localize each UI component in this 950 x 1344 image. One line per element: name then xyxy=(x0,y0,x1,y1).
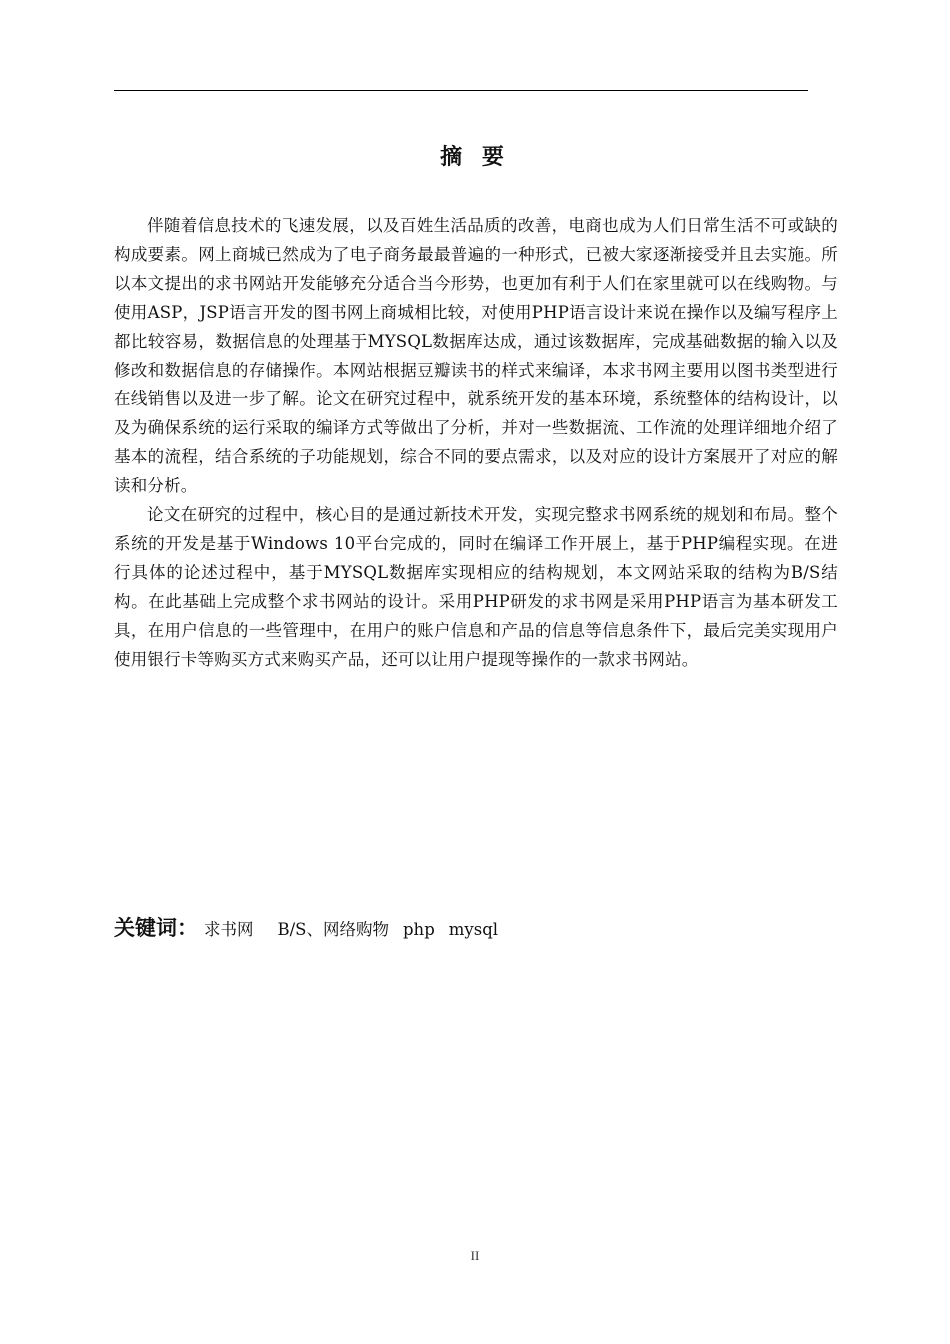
keywords-label: 关键词 xyxy=(114,916,177,940)
page-title: 摘 要 xyxy=(440,145,510,170)
page-number: II xyxy=(470,1248,480,1263)
keywords-line xyxy=(114,912,838,942)
keyword-item: 求书网 xyxy=(204,920,254,939)
keyword-item: mysql xyxy=(448,920,499,939)
abstract-paragraph-2: 论文在研究的过程中，核心目的是通过新技术开发，实现完整求书网系统的规划和布局。整个系统的开发是基于Windows 10平台完成的，同时在编译工作开展上，基于PHP编程实现。在进行具体的论述过程中，基于MYSQL数据库实现相应的结构规划，本文网站采取的结构为B/S结构。在此基础上完成整个求书网站的设计。采用PHP研发的求书网是采用PHP语言为基本研发工具，在用户信息的一些管理中，在用户的账户信息和产品的信息等信息条件下，最后完美实现用户使用银行卡等购买方式来购买产品，还可以让用户提现等操作的一款求书网站。 xyxy=(114,505,838,669)
abstract-paragraph-1: 伴随着信息技术的飞速发展，以及百姓生活品质的改善，电商也成为人们日常生活不可或缺的构成要素。网上商城已然成为了电子商务最最普遍的一种形式，已被大家逐渐接受并且去实施。所以本文提出的求书网站开发能够充分适合当今形势，也更加有利于人们在家里就可以在线购物。与使用ASP，JSP语言开发的图书网上商城相比较，对使用PHP语言设计来说在操作以及编写程序上都比较容易，数据信息的处理基于MYSQL数据库达成，通过该数据库，完成基础数据的输入以及修改和数据信息的存储操作。本网站根据豆瓣读书的样式来编译，本求书网主要用以图书类型进行在线销售以及进一步了解。论文在研究过程中，就系统开发的基本环境，系统整体的结构设计，以及为确保系统的运行采取的编译方式等做出了分析，并对一些数据流、工作流的处理详细地介绍了基本的流程，结合系统的子功能规划，综合不同的要点需求，以及对应的设计方案展开了对应的解读和分析。 xyxy=(114,216,838,496)
header-rule xyxy=(114,90,808,91)
keyword-item: php xyxy=(403,920,435,939)
keyword-item: B/S、网络购物 xyxy=(277,920,389,939)
abstract-body xyxy=(114,212,838,675)
keywords-separator: ： xyxy=(177,916,198,940)
